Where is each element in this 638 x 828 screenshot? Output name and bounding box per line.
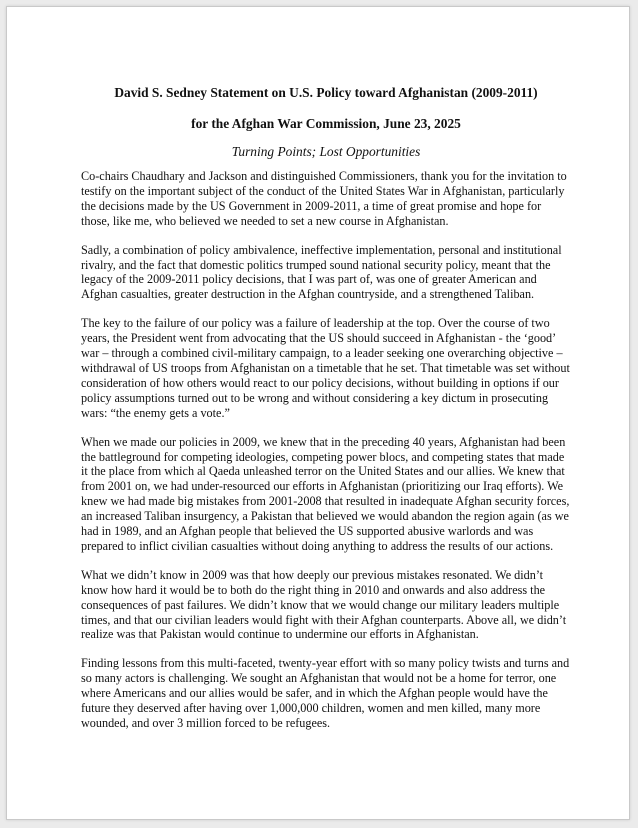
paragraph: Sadly, a combination of policy ambivalence, ineffective implementation, personal and institutional rivalry, and the fact that domestic politics trumped sound national security policy, meant that the legacy of the 2009-2011 policy decisions, that I was part of, was one of greater American and Afghan casualties, greater destruction in the Afghan countryside, and a strengthened Taliban.: [81, 242, 562, 302]
paragraph: Co-chairs Chaudhary and Jackson and distinguished Commissioners, thank you for the invitation to testify on the important subject of the conduct of the United States War in Afghanistan, particularly the decisions made by the US Government in 2009-2011, a time of great promise and hope for those, like me, who believed we needed to set a new course in Afghanistan.: [81, 169, 567, 228]
paragraph: What we didn’t know in 2009 was that how deeply our previous mistakes resonated. We didn’t know how hard it would be to both do the right thing in 2010 and onwards and also address the consequences of past failures. We didn’t know that we would change our military leaders multiple times, and that our civilian leaders would fight with their Afghan counterparts. Above all, we didn’t realize was that Pakistan would continue to undermine our efforts in Afghanistan.: [81, 567, 567, 642]
document-subtitle: for the Afghan War Commission, June 23, 2025: [191, 116, 461, 131]
paragraph: Finding lessons from this multi-faceted, twenty-year effort with so many policy twists and turns and so many actors is challenging. We sought an Afghanistan that would not be a home for terror, one where Americans and our allies would be safer, and in which the Afghan people would have the future they deserved after having over 1,000,000 children, women and men killed, many more wounded, and over 3 million forced to be refugees.: [81, 656, 570, 730]
document-title: David S. Sedney Statement on U.S. Policy toward Afghanistan (2009-2011): [114, 85, 538, 100]
document-body: [81, 85, 571, 731]
section-heading: Turning Points; Lost Opportunities: [231, 144, 421, 159]
document-page: [6, 6, 630, 820]
paragraph: When we made our policies in 2009, we knew that in the preceding 40 years, Afghanistan had been the battleground for competing ideologies, competing power blocs, and competing states that made it the place from which al Qaeda unleashed terror on the United States and our allies. We knew that from 2001 on, we had under-resourced our efforts in Afghanistan (prioritizing our Iraq efforts). We knew we had made big mistakes from 2001-2008 that resulted in inadequate Afghan security forces, an increased Taliban insurgency, a Pakistan that believed we would abandon the region again (as we had in 1989, and an Afghan people that believed the US supported abusive warlords and was prepared to inflict civilian casualties without doing anything to address the results of our actions.: [81, 434, 570, 553]
paragraph: The key to the failure of our policy was a failure of leadership at the top. Over the course of two years, the President went from advocating that the US should succeed in Afghanistan - the ‘good’ war – through a combined civil-military campaign, to a leader seeking one overarching objective – withdrawal of US troops from Afghanistan on a timetable that he set. That timetable was set without consideration of how others would react to our policy decisions, without building in options if our policy assumptions turned out to be wrong and without considering a key dictum in prosecuting wars: “the enemy gets a vote.”: [81, 316, 570, 420]
